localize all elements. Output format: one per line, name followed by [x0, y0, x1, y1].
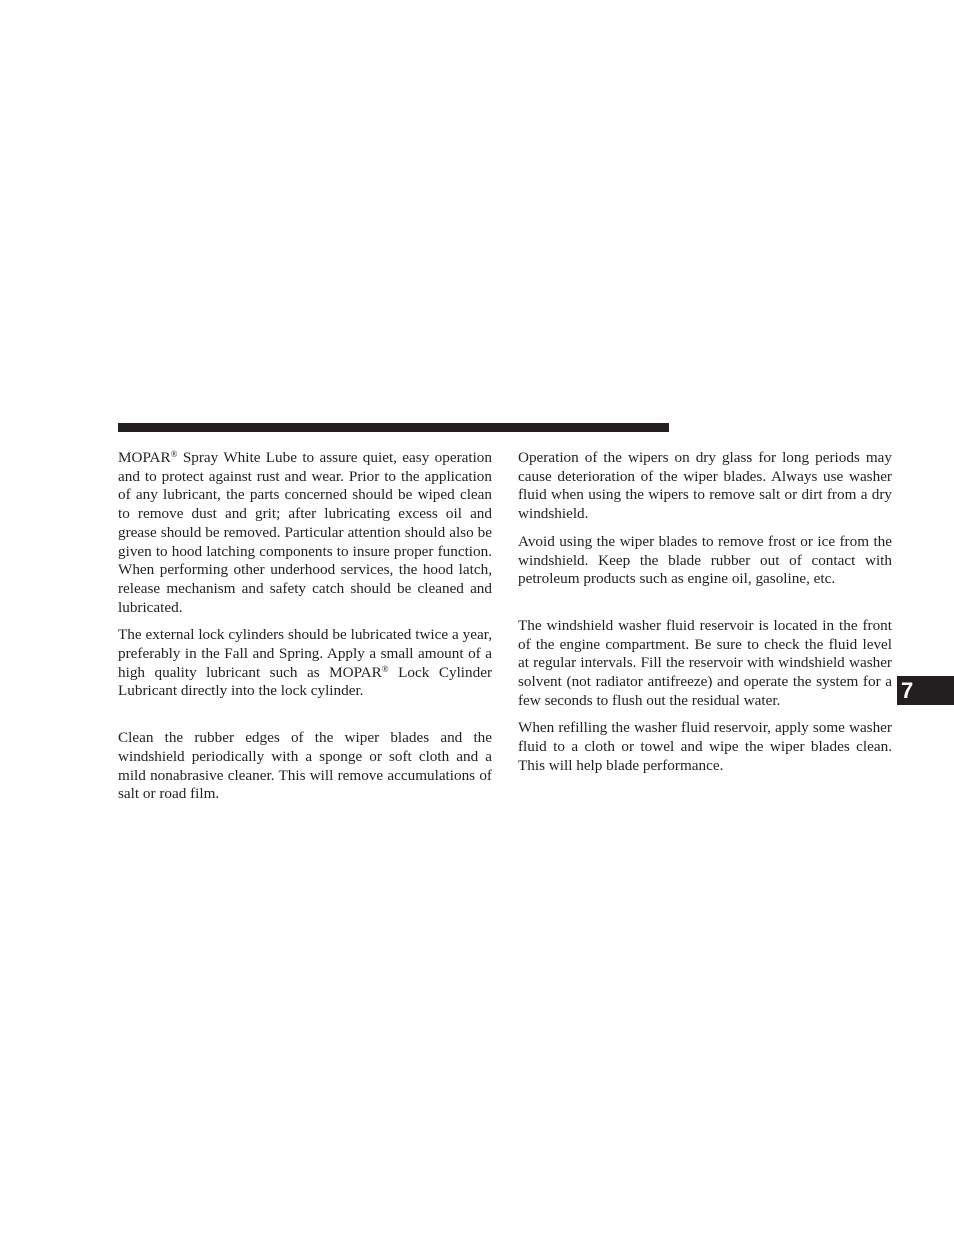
section-rule	[118, 423, 669, 432]
registered-mark: ®	[381, 663, 389, 674]
left-column	[118, 449, 492, 804]
brand-name: MOPAR	[118, 449, 171, 466]
paragraph-mopar-spray-lube	[118, 449, 492, 617]
registered-mark: ®	[170, 449, 178, 459]
right-column	[518, 449, 892, 776]
paragraph-washer-reservoir: The windshield washer fluid reservoir is located in the front of the engine compartment. Be sure to check the fluid level at regular intervals. Fill the reservoir with windshield washer solvent (not radiator antifreeze) and operate the system for a few seconds to flush out the residual water.	[518, 616, 892, 709]
paragraph-text: The external lock cylinders should be lubricated twice a year, preferably in the Fall and Spring. Apply a small amount of a high quality lubricant such as MOPAR	[118, 626, 492, 681]
paragraph-refilling: When refilling the washer fluid reservoir, apply some washer fluid to a cloth or towel and wipe the wiper blades clean. This will help blade performance.	[518, 719, 892, 774]
paragraph-text: Spray White Lube to assure quiet, easy operation and to protect against rust and wear. Prior to the application of any lubricant, the parts concerned should be wiped clean to remove dust and grit; after lubricating excess oil and grease should be removed. Particular attention should also be given to hood latching components to insure proper function. When performing other underhood services, the hood latch, release mechanism and safety catch should be cleaned and lubricated.	[118, 449, 492, 616]
paragraph-lock-cylinders	[118, 626, 492, 701]
chapter-tab: 7	[897, 676, 954, 705]
paragraph-frost-ice: Avoid using the wiper blades to remove frost or ice from the windshield. Keep the blade rubber out of contact with petroleum products such as engine oil, gasoline, etc.	[518, 532, 892, 588]
paragraph-wiper-cleaning: Clean the rubber edges of the wiper blades and the windshield periodically with a sponge or soft cloth and a mild nonabrasive cleaner. This will remove accumulations of salt or road film.	[118, 729, 492, 803]
paragraph-text-end: Lock Cylinder Lubricant directly into the lock cylinder.	[118, 663, 492, 700]
paragraph-dry-glass: Operation of the wipers on dry glass for long periods may cause deterioration of the wiper blades. Always use washer fluid when using the wipers to remove salt or dirt from a dry windshield.	[518, 449, 892, 523]
